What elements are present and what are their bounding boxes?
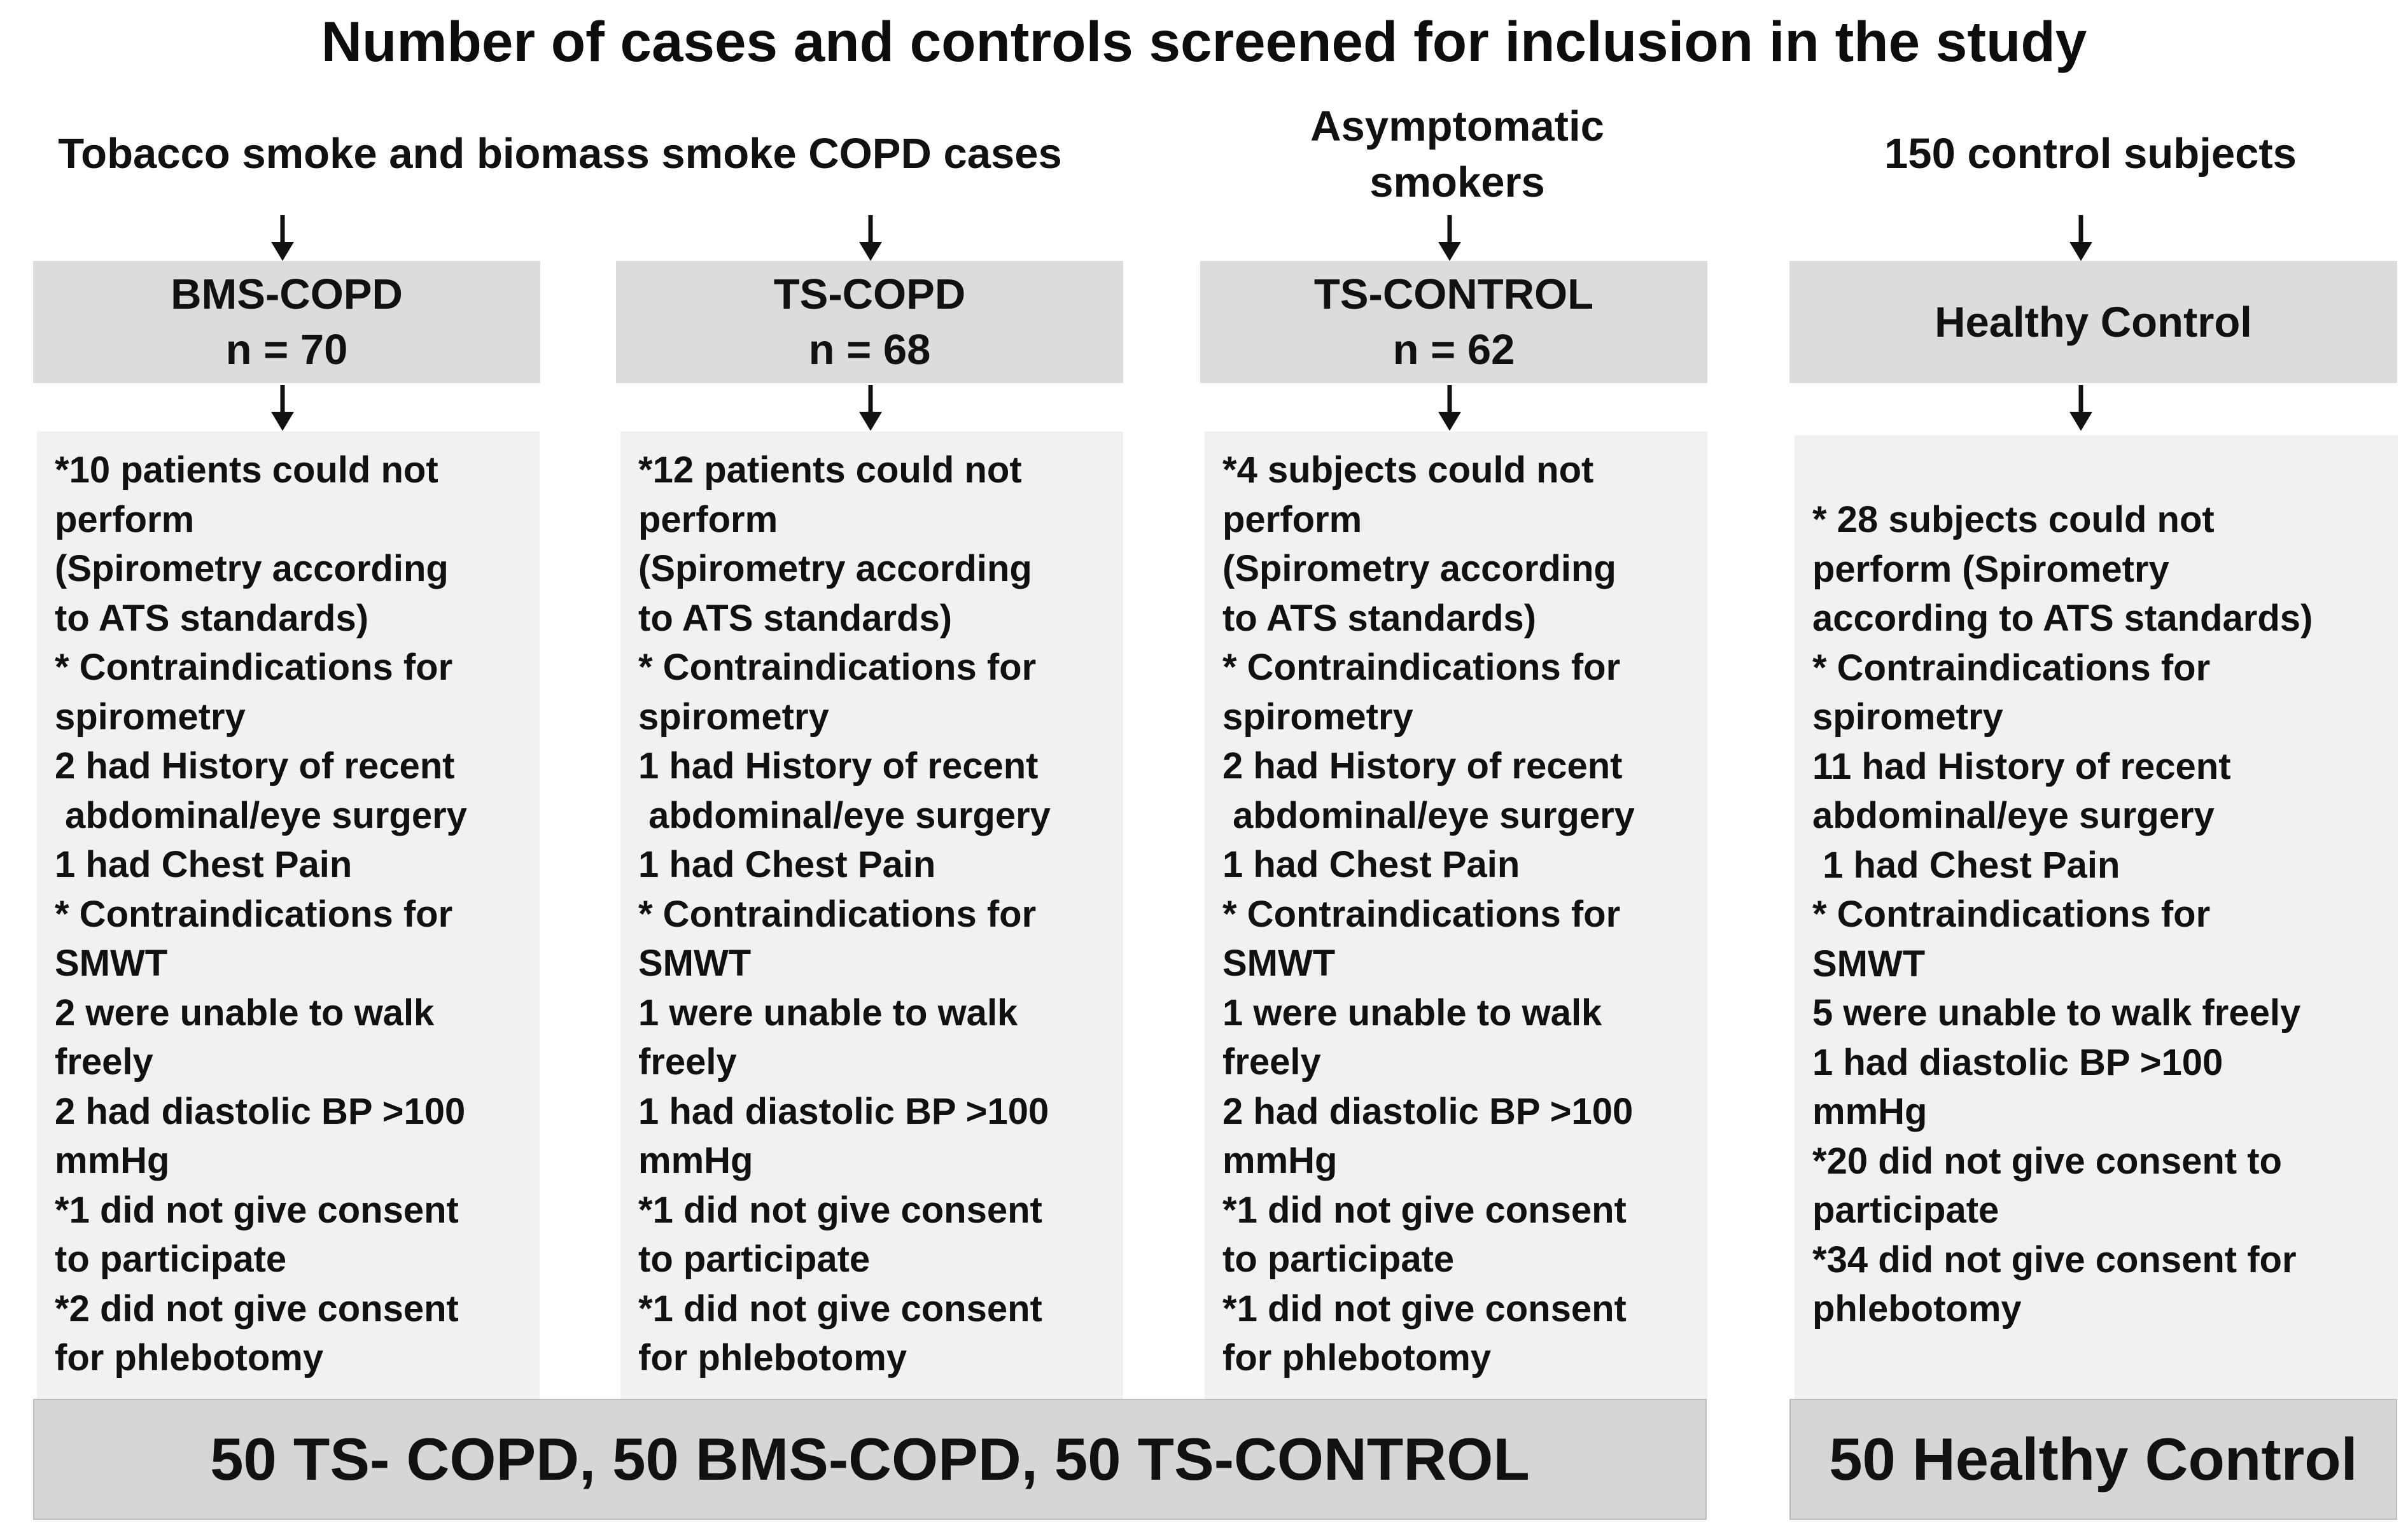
exclusion-line: 1 had diastolic BP >100 (638, 1090, 1049, 1132)
exclusion-line: abdominal/eye surgery (55, 794, 467, 836)
group-box-ts-control (1200, 261, 1707, 383)
arrow-down-icon (858, 215, 883, 261)
exclusion-panel-healthy-control (1795, 435, 2398, 1400)
exclusion-line: freely (1222, 1041, 1321, 1083)
exclusion-line: * Contraindications for (1812, 647, 2211, 689)
exclusion-line: SMWT (638, 943, 752, 984)
exclusion-line: to ATS standards) (1222, 597, 1537, 639)
exclusion-line: spirometry (55, 696, 246, 738)
exclusion-line: * Contraindications for (55, 647, 453, 688)
exclusion-line: for phlebotomy (1222, 1337, 1492, 1379)
group-name: TS-CONTROL (1313, 270, 1594, 318)
exclusion-line: *12 patients could not (638, 449, 1022, 491)
exclusion-line: *1 did not give consent (638, 1189, 1042, 1231)
exclusion-line: participate (1812, 1190, 1999, 1231)
exclusion-line: abdominal/eye surgery (638, 794, 1051, 836)
exclusion-line: 11 had History of recent (1812, 745, 2231, 787)
exclusion-line: 5 were unable to walk freely (1812, 992, 2301, 1034)
group-box-bms-copd (33, 261, 540, 383)
exclusion-line: *2 did not give consent (55, 1288, 459, 1330)
exclusion-line: to ATS standards) (55, 597, 369, 639)
exclusion-line: 2 had diastolic BP >100 (55, 1090, 466, 1132)
exclusion-line: 1 had diastolic BP >100 (1812, 1041, 2223, 1083)
exclusion-line: to participate (55, 1239, 287, 1280)
exclusion-line: *20 did not give consent to (1812, 1140, 2282, 1182)
exclusion-line: * Contraindications for (638, 647, 1037, 688)
result-box-controls: 50 Healthy Control (1789, 1399, 2397, 1520)
exclusion-line: abdominal/eye surgery (1222, 794, 1635, 836)
exclusion-line: mmHg (55, 1140, 170, 1181)
exclusion-line: * Contraindications for (1222, 893, 1621, 935)
arrow-down-icon (2068, 215, 2094, 261)
exclusion-line: to ATS standards) (638, 597, 953, 639)
arrow-down-icon (2068, 385, 2094, 431)
exclusion-line: mmHg (638, 1140, 753, 1181)
exclusion-line: (Spirometry according (638, 548, 1032, 589)
exclusion-line: *1 did not give consent (55, 1189, 459, 1231)
exclusion-line: * Contraindications for (1812, 894, 2211, 935)
exclusion-line: *1 did not give consent (1222, 1189, 1627, 1231)
group-box-healthy-control (1789, 261, 2397, 383)
arrow-down-icon (1437, 385, 1462, 431)
exclusion-panel-ts-copd (620, 432, 1123, 1400)
exclusion-line: spirometry (1222, 696, 1413, 738)
label-control-subjects: 150 control subjects (1884, 130, 2297, 178)
exclusion-panel-bms-copd (37, 432, 540, 1400)
exclusion-line: 2 had History of recent (55, 745, 455, 787)
exclusion-line: 1 had Chest Pain (55, 844, 353, 885)
exclusion-line: 1 had Chest Pain (638, 844, 936, 885)
exclusion-line: * 28 subjects could not (1812, 499, 2215, 540)
exclusion-panel-ts-control (1205, 432, 1707, 1400)
exclusion-line: *1 did not give consent (1222, 1288, 1627, 1330)
exclusion-line: mmHg (1812, 1091, 1928, 1132)
exclusion-line: abdominal/eye surgery (1812, 795, 2215, 836)
exclusion-line: perform (55, 498, 195, 540)
label-copd-cases: Tobacco smoke and biomass smoke COPD cases (58, 130, 1062, 178)
exclusion-line: for phlebotomy (638, 1337, 907, 1379)
exclusion-line: to participate (1222, 1239, 1455, 1280)
exclusion-line: 2 had diastolic BP >100 (1222, 1090, 1634, 1132)
exclusion-line: perform (638, 498, 778, 540)
exclusion-line: SMWT (55, 943, 168, 984)
label-asymptomatic-smokers: Asymptomatic smokers (1310, 102, 1604, 206)
arrow-down-icon (270, 215, 295, 261)
exclusion-line: spirometry (1812, 696, 2003, 738)
arrow-down-icon (270, 385, 295, 431)
group-name: BMS-COPD (171, 270, 403, 318)
group-n: n = 62 (1392, 326, 1515, 374)
exclusion-line: perform (1222, 498, 1362, 540)
exclusion-line: * Contraindications for (638, 893, 1037, 935)
exclusion-line: freely (638, 1041, 737, 1083)
exclusion-line: mmHg (1222, 1140, 1338, 1181)
group-n: n = 70 (225, 326, 348, 374)
group-box-ts-copd (616, 261, 1123, 383)
exclusion-line: (Spirometry according (55, 548, 449, 589)
exclusion-line: 1 had Chest Pain (1812, 844, 2120, 886)
exclusion-line: perform (Spirometry (1812, 548, 2169, 590)
exclusion-line: spirometry (638, 696, 829, 738)
exclusion-line: 1 were unable to walk (638, 992, 1018, 1034)
exclusion-line: freely (55, 1041, 153, 1083)
result-box-cases: 50 TS- COPD, 50 BMS-COPD, 50 TS-CONTROL (33, 1399, 1707, 1520)
exclusion-line: *34 did not give consent for (1812, 1239, 2297, 1281)
exclusion-line: (Spirometry according (1222, 548, 1616, 589)
exclusion-line: 2 were unable to walk (55, 992, 435, 1034)
arrow-down-icon (1437, 215, 1462, 261)
exclusion-line: 1 had Chest Pain (1222, 844, 1520, 885)
exclusion-line: * Contraindications for (55, 893, 453, 935)
exclusion-line: *1 did not give consent (638, 1288, 1042, 1330)
arrow-down-icon (858, 385, 883, 431)
exclusion-line: * Contraindications for (1222, 647, 1621, 688)
exclusion-line: for phlebotomy (55, 1337, 324, 1379)
exclusion-line: 2 had History of recent (1222, 745, 1623, 787)
exclusion-line: *10 patients could not (55, 449, 438, 491)
exclusion-line: 1 had History of recent (638, 745, 1039, 787)
diagram-title: Number of cases and controls screened for inclusion in the study (321, 10, 2087, 73)
group-n: n = 68 (808, 326, 931, 374)
exclusion-line: SMWT (1812, 943, 1926, 985)
exclusion-line: according to ATS standards) (1812, 598, 2313, 639)
exclusion-line: phlebotomy (1812, 1288, 2022, 1330)
exclusion-line: to participate (638, 1239, 871, 1280)
group-name: TS-COPD (773, 270, 966, 318)
exclusion-line: 1 were unable to walk (1222, 992, 1602, 1034)
group-name: Healthy Control (1935, 298, 2252, 346)
exclusion-line: *4 subjects could not (1222, 449, 1594, 491)
exclusion-line: SMWT (1222, 943, 1336, 984)
